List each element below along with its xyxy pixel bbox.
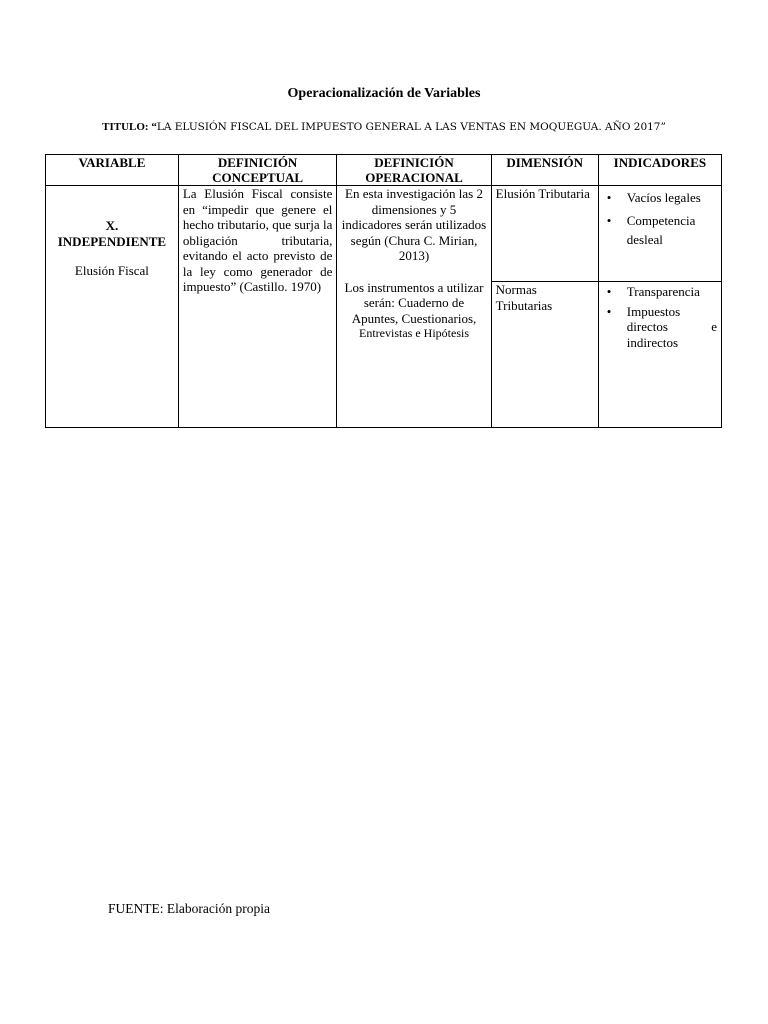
indicator-text: Vacíos legales — [626, 190, 701, 205]
header-variable: VARIABLE — [46, 155, 179, 186]
operational-definition-cell — [337, 186, 491, 428]
dimension-cell-1: Elusión Tributaria — [491, 186, 598, 282]
variable-cell — [46, 186, 179, 428]
subtitle-lead: TITULO: “ — [102, 121, 157, 133]
indicator-list-1 — [603, 186, 717, 249]
bullet-icon: • — [606, 213, 612, 228]
operational-paragraph-2: Los instrumentos a utilizar serán: Cuaderno de Apuntes, Cuestionarios, — [344, 279, 484, 326]
bullet-icon: • — [606, 303, 612, 319]
source-note: FUENTE: Elaboración propia — [108, 901, 270, 916]
document-subtitle — [0, 121, 768, 133]
indicators-cell-2 — [598, 282, 721, 428]
indicators-cell-1 — [598, 186, 721, 282]
bullet-icon: • — [606, 190, 612, 205]
conceptual-definition: La Elusión Fiscal consiste en “impedir que genere el hecho tributario, que surja la obligación tributaria, evitando el acto previsto de la ley como generador de impuesto” (Castillo. 1970) — [178, 186, 337, 428]
operational-paragraph-3: Entrevistas e Hipótesis — [359, 326, 469, 340]
list-item — [603, 188, 717, 207]
list-item — [603, 304, 717, 351]
indicator-text: Competencia desleal — [626, 213, 696, 247]
header-operational: DEFINICIÓN OPERACIONAL — [337, 155, 491, 186]
bullet-icon: • — [606, 284, 612, 299]
table-row — [46, 186, 722, 282]
header-conceptual: DEFINICIÓN CONCEPTUAL — [178, 155, 337, 186]
variable-name: Elusión Fiscal — [74, 263, 149, 278]
operational-paragraph-1: En esta investigación las 2 dimensiones y 5 indicadores serán utilizados según (Chura C. Mirian, 2013) — [341, 186, 487, 263]
indicator-list-2 — [603, 282, 717, 350]
operationalization-table — [45, 154, 722, 428]
indicator-text: Transparencia — [626, 284, 700, 299]
table-header-row — [46, 155, 722, 186]
list-item — [603, 284, 717, 300]
document-title: Operacionalización de Variables — [287, 86, 481, 101]
indicator-text: Impuestos directos e indirectos — [626, 303, 717, 350]
header-dimension: DIMENSIÓN — [491, 155, 598, 186]
subtitle-body: LA ELUSIÓN FISCAL DEL IMPUESTO GENERAL A LAS VENTAS EN MOQUEGUA. AÑO 2017” — [156, 121, 666, 133]
header-indicators: INDICADORES — [598, 155, 721, 186]
list-item — [603, 211, 717, 249]
variable-type: X. INDEPENDIENTE — [57, 218, 167, 249]
dimension-cell-2: Normas Tributarias — [491, 282, 598, 428]
